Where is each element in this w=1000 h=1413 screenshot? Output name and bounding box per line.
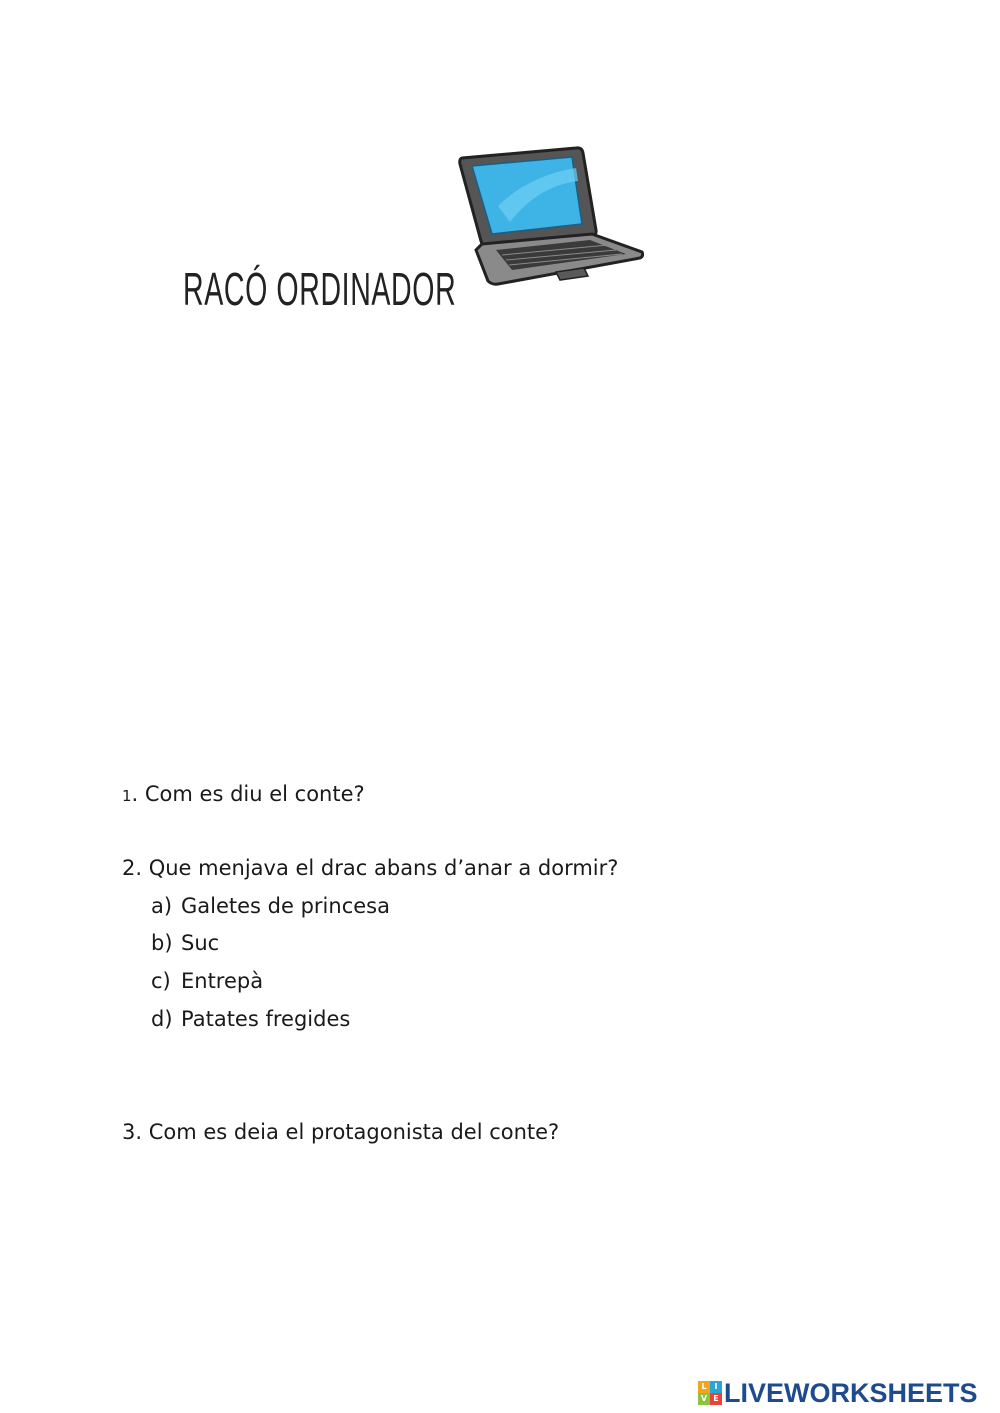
option-d (151, 1007, 350, 1031)
liveworksheets-brand (698, 1378, 978, 1408)
option-a-text: Galetes de princesa (181, 894, 390, 918)
option-b (151, 931, 219, 955)
option-b-letter: b) (151, 931, 173, 955)
option-d-text: Patates fregides (181, 1007, 351, 1031)
question-2: 2. Que menjava el drac abans d’anar a dormir? (122, 856, 619, 880)
question-1-number: 1 (122, 787, 132, 805)
option-c-text: Entrepà (181, 969, 264, 993)
option-b-text: Suc (181, 931, 220, 955)
option-c (151, 969, 263, 993)
brand-text: LIVEWORKSHEETS (724, 1377, 978, 1408)
option-d-letter: d) (151, 1007, 173, 1031)
liveworksheets-logo-icon: L I V E (698, 1381, 722, 1405)
question-3: 3. Com es deia el protagonista del conte? (122, 1120, 560, 1144)
worksheet-title: RACÓ ORDINADOR (183, 263, 457, 315)
question-1-text: . Com es diu el conte? (131, 782, 365, 806)
option-a-letter: a) (151, 894, 173, 918)
laptop-icon (458, 146, 644, 288)
option-a (151, 894, 390, 918)
option-c-letter: c) (151, 969, 171, 993)
question-1 (122, 782, 365, 806)
